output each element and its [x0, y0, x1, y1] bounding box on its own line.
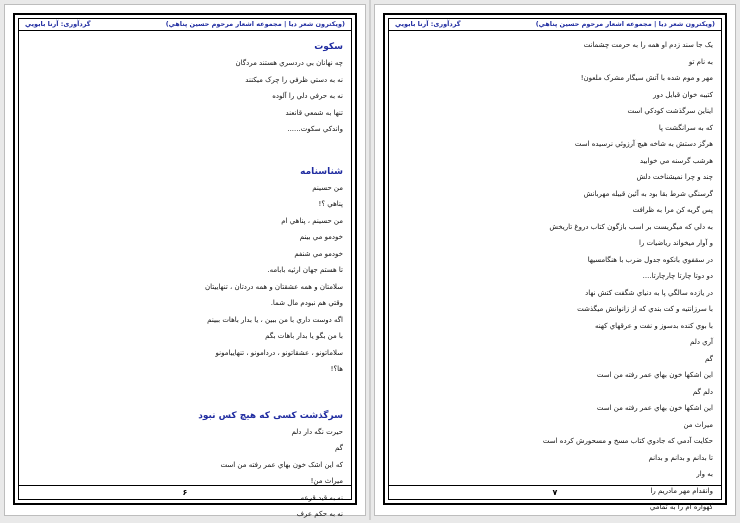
- poem-line: سلاماتونو ، عشقاتونو ، دردامونو ، تنهاييامونو: [215, 348, 343, 357]
- poem-line: سلامتان و همه عشقتان و همه دردتان ، تنهاييتان: [204, 282, 343, 291]
- poem-line: حكايت آدمي كه جادوي كتاب مسخ و مسحورش كرده است: [542, 437, 713, 445]
- poem-line: پناهي ؟!: [318, 200, 343, 208]
- poem-line: من حسينم: [312, 183, 343, 192]
- poem-line: من حسينم ، پناهي ام: [281, 216, 343, 225]
- poem-line: يک جا سند زدم او همه را به حرمت چشمانت: [583, 41, 713, 49]
- right-page-number: ۷: [389, 485, 721, 499]
- poem-line: در سقفوي بانكوه جدول ضرب با هنگامسيها: [587, 255, 713, 264]
- poem-line: به نام تو: [688, 57, 713, 66]
- poem-line: به دلي كه ميگريست بر اسب بازگون كتاب دروغ تاريخش: [549, 222, 713, 231]
- poem-line: در يازده سالگي پا به دنياي شگفت كتش نهاد: [585, 288, 713, 297]
- poem-line: گهواره ام را به تمامي: [649, 503, 713, 511]
- left-page-frame: [13, 13, 357, 518]
- poem-line: ها؟!: [330, 365, 343, 373]
- header-book-title: (ويكترون شعر ديا | مجموعه اشعار مرحوم حسين پناهي): [165, 20, 345, 28]
- poem-line: وقتي هم نبودم مال شما.: [270, 299, 343, 307]
- poem-line: چه نهانان بي دردسري هستند مردگان: [235, 59, 343, 67]
- poem-line: نه به حرفي دلي را آلوده: [272, 92, 343, 100]
- poem-line: با بوي كنده بدسوز و نفت و عرقهاي كهنه: [595, 321, 713, 330]
- left-page-content: [27, 37, 343, 518]
- header-compiler: گردآورى: آرنا بابويي: [395, 20, 461, 28]
- left-page: [4, 4, 366, 516]
- section-title-shenasnameh: شناسنامه: [300, 166, 343, 177]
- poem-line: آري دلم: [690, 338, 713, 346]
- poem-line: دلم گم: [692, 387, 713, 396]
- poem-line: خودمو مي بينم: [299, 233, 343, 241]
- left-page-header: [19, 19, 351, 31]
- poem-line: دو دوتا چارتا چارچارتا....: [642, 272, 713, 280]
- poem-line: با من بگو يا بدار باهات بگم: [265, 332, 343, 340]
- poem-line: ايناين سرگذشت كودكي است: [627, 107, 713, 115]
- poem-line: وانقدام مهر مادريم را: [650, 486, 713, 495]
- poem-line: ميراث من!: [310, 477, 343, 485]
- right-page: [374, 4, 736, 516]
- poem-line: اين اشكها خون بهاي عمر رفته من است: [596, 371, 713, 379]
- poem-line: با سرزانتيه و كت بندي كه از زانوانش ميگذشت: [577, 305, 713, 313]
- poem-line: تا بدانم و بدانم و بدانم: [648, 453, 713, 462]
- poem-line: نه به قيد قرعه: [300, 493, 343, 502]
- poem-line: مهر و موم شده با آتش سيگار مشرک ملعون!: [580, 74, 713, 82]
- page-divider: [369, 0, 371, 520]
- header-compiler: گردآورى: آرنا بابويي: [25, 20, 91, 28]
- poem-line: نه به دستي ظرفي را چرک ميكنند: [245, 75, 343, 84]
- poem-line: پس گريه كن مرا به ظرافت: [632, 206, 713, 214]
- poem-line: تا هستم جهان ارثيه بابامه.: [267, 266, 343, 274]
- poem-line: چند و چرا نميشناخت دلش: [636, 173, 713, 181]
- poem-line: خودمو مي شنفم: [294, 249, 343, 258]
- section-title-sargozasht: سرگذشت كسى كه هيچ كس نبود: [198, 410, 343, 421]
- right-page-inner-frame: [388, 18, 722, 511]
- left-page-number: ۶: [19, 485, 351, 499]
- poem-line: به وار: [696, 470, 713, 478]
- right-page-frame: [383, 13, 727, 511]
- poem-line: هرگز دستش به شاخه هيچ آرزوئي نرسيده است: [574, 140, 713, 148]
- poem-line: ميراث من: [683, 420, 713, 429]
- poem-line: اين اشكها خون بهاي عمر رفته من است: [596, 404, 713, 412]
- poem-line: كه به سرانگشت پا: [658, 123, 713, 132]
- poem-line: اگه دوست داري با من ببين ، يا بدار باهات ببينم: [207, 315, 343, 324]
- poem-line: كتيبه خوان قبايل دور: [653, 90, 713, 99]
- poem-line: گم: [335, 444, 343, 452]
- poem-line: كه اين اشک خون بهاي عمر رفته من است: [220, 460, 343, 469]
- poem-line: گم: [705, 354, 713, 363]
- section-title-sokut: سكوت: [314, 42, 343, 52]
- poem-line: تنها به شمعي قانعند: [285, 108, 343, 117]
- left-page-inner-frame: [18, 18, 352, 518]
- poem-line: حيرت نگه دار دلم: [291, 427, 343, 436]
- poem-line: و آوار ميخواند رياضيات را: [638, 239, 713, 247]
- right-page-content: [397, 37, 713, 511]
- poem-line: واندكي سكوت......: [287, 125, 343, 133]
- poem-line: نه به حكم عرف: [296, 510, 343, 518]
- right-page-header: [389, 19, 721, 31]
- poem-line: هرشب گرسنه مي خوابيد: [639, 156, 713, 165]
- header-book-title: (ويكترون شعر ديا | مجموعه اشعار مرحوم حسين پناهي): [535, 20, 715, 28]
- poem-line: گرسنگي شرط بقا بود به آئين قبيله مهربانش: [583, 189, 713, 198]
